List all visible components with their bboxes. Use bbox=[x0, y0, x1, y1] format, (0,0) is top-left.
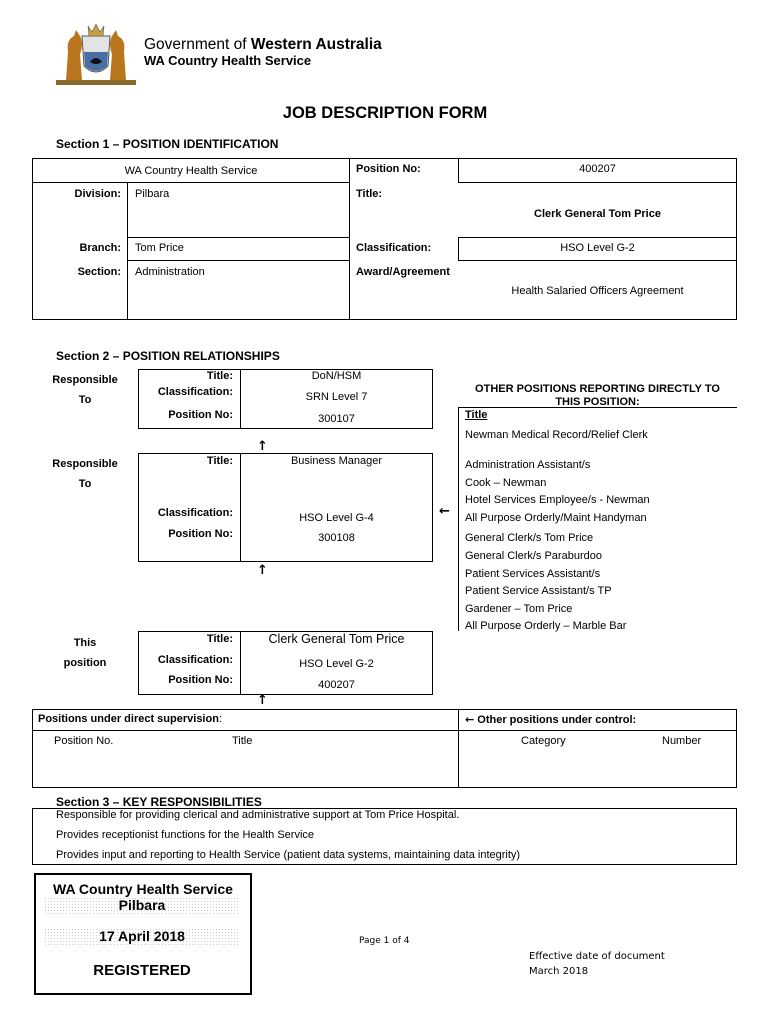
position-label: position bbox=[63, 657, 107, 669]
box1-pos-label: Position No: bbox=[168, 409, 233, 421]
box2-class-value: HSO Level G-4 bbox=[299, 512, 374, 524]
this-label: This bbox=[73, 637, 97, 649]
stamp-org: WA Country Health Service bbox=[53, 881, 233, 897]
box3-pos-value: 400207 bbox=[318, 679, 355, 691]
box1-class-label: Classification: bbox=[157, 386, 233, 398]
division-value: Pilbara bbox=[135, 188, 170, 200]
health-service-name: WA Country Health Service bbox=[144, 53, 312, 68]
list-item: General Clerk/s Tom Price bbox=[465, 532, 594, 544]
col-category: Category bbox=[521, 735, 566, 747]
other-heading-line2: THIS POSITION: bbox=[555, 396, 640, 408]
box3-pos-label: Position No: bbox=[168, 674, 233, 686]
direct-supervision-label bbox=[38, 713, 222, 725]
arrow-up-icon: ↑ bbox=[257, 563, 268, 578]
section1-heading: Section 1 – POSITION IDENTIFICATION bbox=[56, 137, 279, 151]
title-value: Clerk General Tom Price bbox=[534, 208, 661, 220]
responsible-label: Responsible bbox=[52, 458, 118, 470]
box3-title-label: Title: bbox=[206, 633, 233, 645]
box3-class-value: HSO Level G-2 bbox=[299, 658, 374, 670]
other-control-text: Other positions under control: bbox=[477, 714, 637, 726]
government-name bbox=[144, 36, 382, 54]
branch-value: Tom Price bbox=[135, 242, 184, 254]
list-item: General Clerk/s Paraburdoo bbox=[465, 550, 602, 562]
to-label: To bbox=[78, 478, 92, 490]
box2-pos-value: 300108 bbox=[318, 532, 355, 544]
wa-coat-of-arms-icon bbox=[56, 22, 136, 88]
list-item: Patient Services Assistant/s bbox=[465, 568, 601, 580]
box1-pos-value: 300107 bbox=[318, 413, 355, 425]
box2-title-value: Business Manager bbox=[290, 455, 383, 467]
box1-title-label: Title: bbox=[206, 370, 233, 382]
stamp-region: Pilbara bbox=[44, 897, 240, 916]
list-item: Cook – Newman bbox=[465, 477, 547, 489]
position-no-label: Position No: bbox=[356, 163, 421, 175]
col-title: Title bbox=[232, 735, 253, 747]
section2-heading: Section 2 – POSITION RELATIONSHIPS bbox=[56, 349, 280, 363]
arrow-up-icon: ↑ bbox=[257, 439, 268, 454]
box2-class-label: Classification: bbox=[157, 507, 233, 519]
list-item: Responsible for providing clerical and administrative support at Tom Price Hospital. bbox=[56, 809, 460, 821]
list-item: All Purpose Orderly/Maint Handyman bbox=[465, 512, 647, 524]
box1-title-value: DoN/HSM bbox=[311, 370, 362, 382]
responsible-label: Responsible bbox=[52, 374, 118, 386]
list-item: Patient Service Assistant/s TP bbox=[465, 585, 612, 597]
box3-title-value: Clerk General Tom Price bbox=[268, 632, 405, 646]
list-item: Administration Assistant/s bbox=[465, 459, 591, 471]
list-item: Newman Medical Record/Relief Clerk bbox=[465, 429, 648, 441]
arrow-left-icon: ← bbox=[465, 713, 475, 726]
box2-title-label: Title: bbox=[206, 455, 233, 467]
arrow-up-icon: ↑ bbox=[257, 693, 268, 708]
to-label: To bbox=[78, 394, 92, 406]
list-item: Hotel Services Employee/s - Newman bbox=[465, 494, 650, 506]
form-title: JOB DESCRIPTION FORM bbox=[282, 104, 488, 122]
title-label: Title: bbox=[356, 188, 383, 200]
other-control-label bbox=[465, 713, 636, 726]
arrow-left-icon: ← bbox=[439, 504, 450, 519]
other-heading-line1: OTHER POSITIONS REPORTING DIRECTLY TO bbox=[475, 383, 720, 395]
list-item: Provides input and reporting to Health Service (patient data systems, maintaining data integrity) bbox=[56, 849, 521, 861]
list-item: Gardener – Tom Price bbox=[465, 603, 573, 615]
section3-heading: Section 3 – KEY RESPONSIBILITIES bbox=[56, 795, 262, 809]
section-value: Administration bbox=[135, 266, 205, 278]
list-item: All Purpose Orderly – Marble Bar bbox=[465, 620, 627, 632]
list-item: Provides receptionist functions for the Health Service bbox=[56, 829, 315, 841]
classification-value: HSO Level G-2 bbox=[560, 242, 635, 254]
direct-supervision-text: Positions under direct supervision bbox=[38, 713, 219, 725]
responsible-to-label-1 bbox=[40, 374, 130, 406]
effective-date-value: March 2018 bbox=[529, 966, 589, 977]
government-state: Western Australia bbox=[250, 36, 382, 53]
other-title-label: Title bbox=[465, 409, 488, 421]
award-value: Health Salaried Officers Agreement bbox=[511, 285, 684, 297]
box3-class-label: Classification: bbox=[157, 654, 233, 666]
page-number: Page 1 of 4 bbox=[359, 936, 410, 946]
box2-pos-label: Position No: bbox=[168, 528, 233, 540]
col-number: Number bbox=[662, 735, 702, 747]
classification-label: Classification: bbox=[356, 242, 432, 254]
award-label: Award/Agreement bbox=[356, 266, 450, 278]
government-prefix: Government of bbox=[144, 36, 247, 53]
responsible-to-label-2 bbox=[40, 458, 130, 490]
stamp-date: 17 April 2018 bbox=[44, 928, 240, 947]
col-position-no: Position No. bbox=[54, 735, 114, 747]
other-positions-heading bbox=[460, 383, 735, 409]
box1-class-value: SRN Level 7 bbox=[305, 391, 368, 403]
position-no-value: 400207 bbox=[579, 163, 616, 175]
direct-supervision-colon: : bbox=[218, 713, 222, 725]
this-position-label bbox=[40, 637, 130, 669]
organisation-name: WA Country Health Service bbox=[124, 165, 258, 177]
branch-label: Branch: bbox=[79, 242, 121, 254]
stamp-status: REGISTERED bbox=[93, 962, 191, 979]
effective-date-label: Effective date of document bbox=[529, 951, 665, 962]
division-label: Division: bbox=[74, 188, 121, 200]
section-label: Section: bbox=[77, 266, 121, 278]
